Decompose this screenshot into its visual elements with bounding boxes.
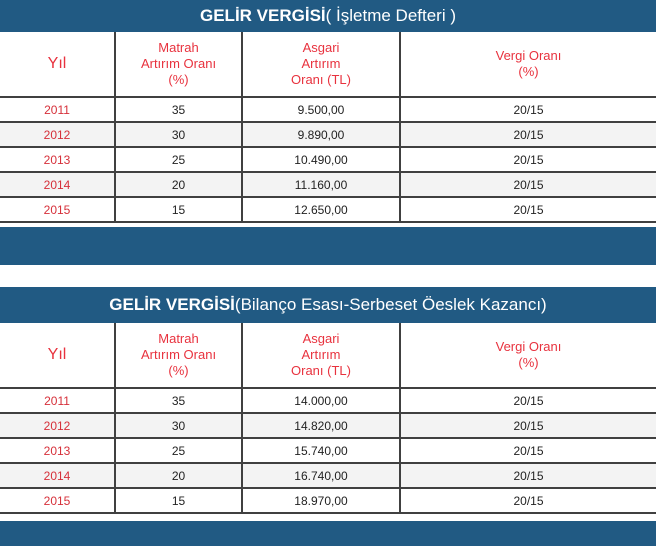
section1-title — [0, 0, 656, 32]
header-vergi-line1: Vergi Oranı — [495, 339, 562, 354]
section2-header-row — [0, 323, 656, 388]
header-matrah-line3: (%) — [168, 363, 189, 378]
header-vergi-line1: Vergi Oranı — [495, 48, 562, 63]
cell-vergi: 20/15 — [400, 197, 656, 222]
cell-matrah: 20 — [115, 172, 242, 197]
cell-vergi: 20/15 — [400, 147, 656, 172]
cell-vergi: 20/15 — [400, 463, 656, 488]
table-row — [0, 172, 656, 197]
cell-vergi: 20/15 — [400, 97, 656, 122]
header-yil: Yıl — [0, 32, 115, 97]
cell-asgari: 10.490,00 — [242, 147, 400, 172]
cell-asgari: 12.650,00 — [242, 197, 400, 222]
header-asgari-line2: Artırım — [301, 347, 341, 362]
cell-matrah: 35 — [115, 97, 242, 122]
cell-matrah: 25 — [115, 147, 242, 172]
header-vergi-line2: (%) — [518, 355, 539, 370]
table-row — [0, 197, 656, 222]
cell-vergi: 20/15 — [400, 413, 656, 438]
cell-matrah: 20 — [115, 463, 242, 488]
header-asgari-line3: Oranı (TL) — [291, 72, 351, 87]
cell-asgari: 16.740,00 — [242, 463, 400, 488]
header-matrah-line1: Matrah — [158, 331, 199, 346]
section1-header-row — [0, 32, 656, 97]
section2-title — [0, 287, 656, 323]
cell-yil: 2014 — [0, 463, 115, 488]
table-row — [0, 463, 656, 488]
cell-matrah: 30 — [115, 413, 242, 438]
header-vergi — [400, 323, 656, 388]
header-matrah-line1: Matrah — [158, 40, 199, 55]
cell-asgari: 9.500,00 — [242, 97, 400, 122]
header-asgari-line3: Oranı (TL) — [291, 363, 351, 378]
header-matrah-line2: Artırım Oranı — [140, 56, 217, 71]
cell-matrah: 35 — [115, 388, 242, 413]
cell-vergi: 20/15 — [400, 438, 656, 463]
header-asgari-line1: Asgari — [302, 40, 340, 55]
section1-title-bold: GELİR VERGİSİ — [200, 6, 326, 25]
section2-title-rest: (Bilanço Esası-Serbeset Öeslek Kazancı) — [234, 295, 547, 314]
cell-yil: 2013 — [0, 147, 115, 172]
header-asgari — [242, 323, 400, 388]
cell-vergi: 20/15 — [400, 122, 656, 147]
header-yil: Yıl — [0, 323, 115, 388]
cell-asgari: 14.820,00 — [242, 413, 400, 438]
cell-asgari: 11.160,00 — [242, 172, 400, 197]
cell-matrah: 30 — [115, 122, 242, 147]
cell-vergi: 20/15 — [400, 388, 656, 413]
table-row — [0, 438, 656, 463]
cell-asgari: 14.000,00 — [242, 388, 400, 413]
table-row — [0, 413, 656, 438]
cell-asgari: 15.740,00 — [242, 438, 400, 463]
table-row — [0, 122, 656, 147]
table-row — [0, 388, 656, 413]
section1-footer-band — [0, 227, 656, 265]
section2-table — [0, 323, 656, 514]
cell-asgari: 18.970,00 — [242, 488, 400, 513]
cell-yil: 2011 — [0, 388, 115, 413]
header-matrah-line2: Artırım Oranı — [140, 347, 217, 362]
section2-footer-band — [0, 521, 656, 546]
header-asgari-line1: Asgari — [302, 331, 340, 346]
table-row — [0, 488, 656, 513]
header-matrah — [115, 32, 242, 97]
cell-yil: 2012 — [0, 413, 115, 438]
header-vergi — [400, 32, 656, 97]
cell-asgari: 9.890,00 — [242, 122, 400, 147]
cell-vergi: 20/15 — [400, 172, 656, 197]
cell-matrah: 15 — [115, 488, 242, 513]
cell-yil: 2015 — [0, 488, 115, 513]
cell-matrah: 15 — [115, 197, 242, 222]
header-asgari — [242, 32, 400, 97]
section2-title-bold: GELİR VERGİSİ — [109, 295, 235, 314]
cell-yil: 2011 — [0, 97, 115, 122]
section1-title-rest: ( İşletme Defteri ) — [325, 6, 456, 25]
table-row — [0, 147, 656, 172]
header-matrah — [115, 323, 242, 388]
header-matrah-line3: (%) — [168, 72, 189, 87]
cell-yil: 2012 — [0, 122, 115, 147]
header-vergi-line2: (%) — [518, 64, 539, 79]
cell-vergi: 20/15 — [400, 488, 656, 513]
section1-table — [0, 32, 656, 223]
table-row — [0, 97, 656, 122]
cell-yil: 2015 — [0, 197, 115, 222]
header-asgari-line2: Artırım — [301, 56, 341, 71]
cell-matrah: 25 — [115, 438, 242, 463]
cell-yil: 2013 — [0, 438, 115, 463]
cell-yil: 2014 — [0, 172, 115, 197]
